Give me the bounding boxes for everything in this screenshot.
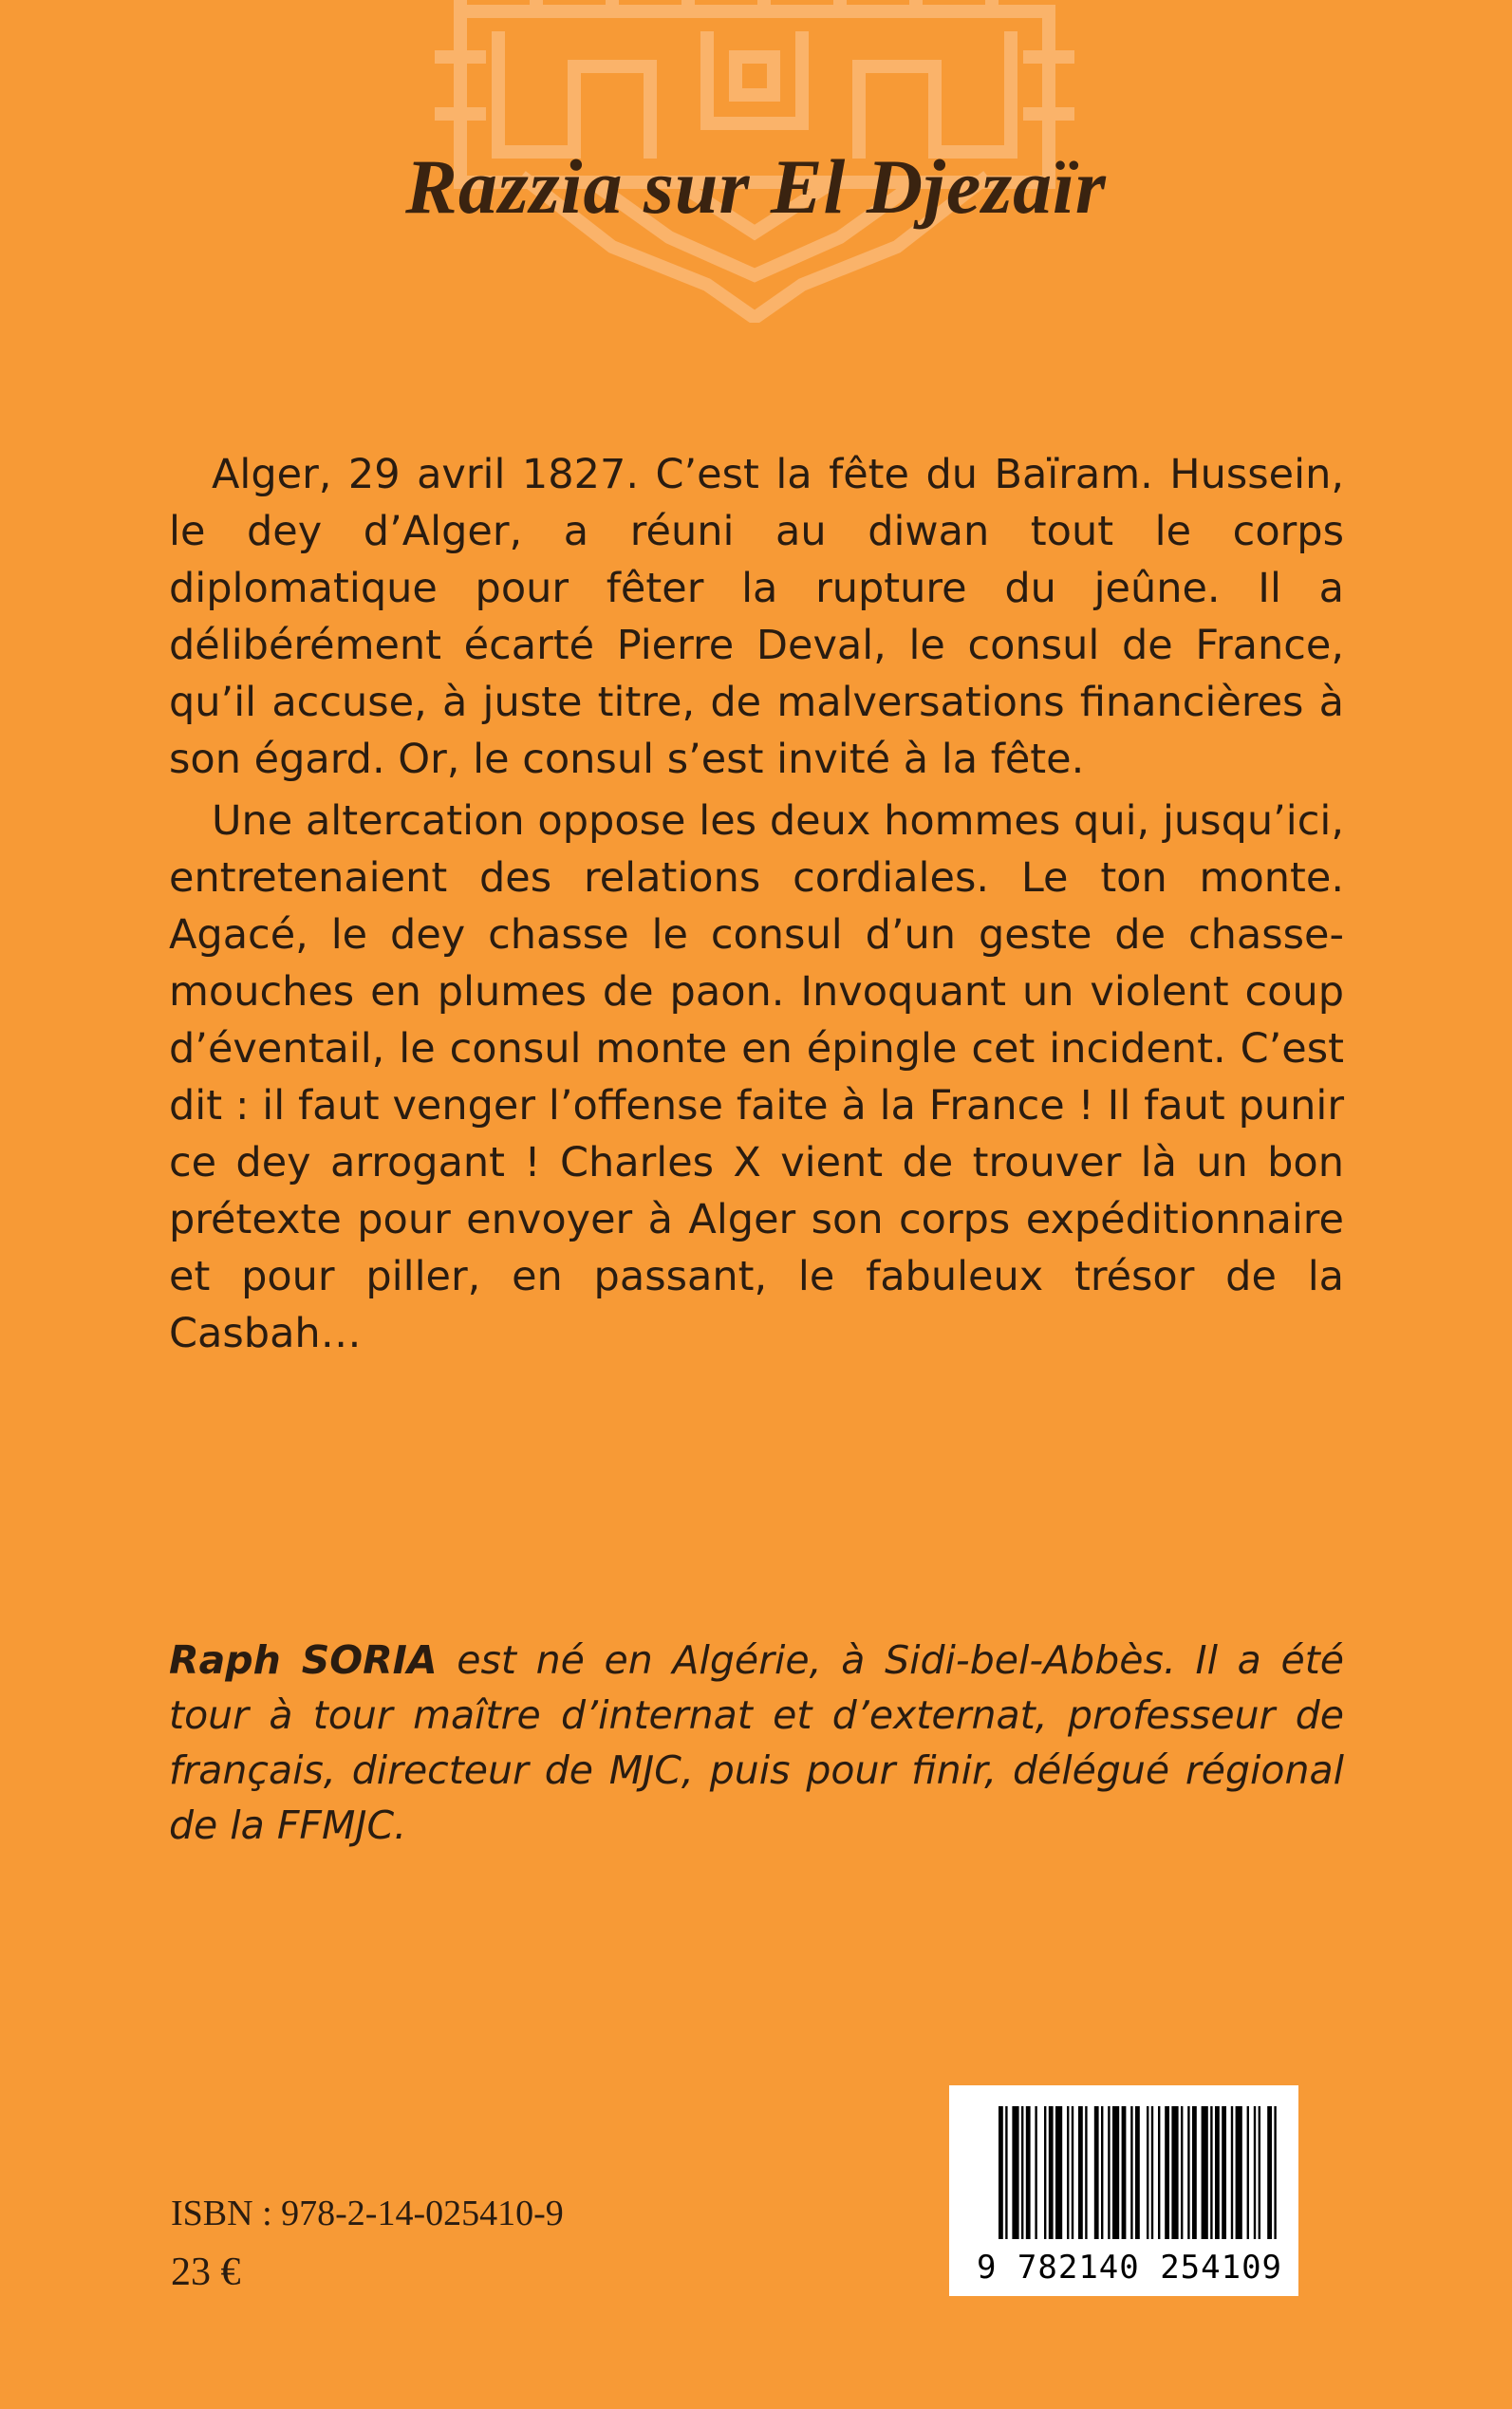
synopsis-paragraph-2: Une altercation oppose les deux hommes qui, jusqu’ici, entretenaient des relations cordiales. Le ton monte. Agacé, le dey chasse le consul d’un geste de chasse-mouches en plumes de paon. Invoquant un violent coup d’éventail, le consul monte en épingle cet incident. C’est dit : il faut venger l’offense faite à la France ! Il faut punir ce dey arrogant ! Charles X vient de trouver là un bon prétexte pour envoyer à Alger son corps expéditionnaire et pour piller, en passant, le fabuleux trésor de la Casbah… (169, 797, 1344, 1357)
barcode-bar (1135, 2106, 1140, 2239)
barcode-bar (1171, 2106, 1178, 2239)
barcode-bar (1181, 2106, 1183, 2239)
barcode-bar (1165, 2106, 1169, 2239)
barcode-bar (1049, 2106, 1054, 2239)
barcode-bar (1067, 2106, 1069, 2239)
barcode-bar (1267, 2106, 1272, 2239)
barcode-bar (1215, 2106, 1220, 2239)
author-bio-text: est né en Algérie, à Sidi-bel-Abbès. Il a été tour à tour maître d’internat et d’externat, professeur de français, directeur de MJC, puis pour finir, délégué régional de la FFMJC. (169, 1637, 1344, 1848)
book-title: Razzia sur El Djezaïr (405, 143, 1107, 230)
barcode-bar (1122, 2106, 1127, 2239)
barcode-bar (1012, 2106, 1018, 2239)
barcode-bar (1259, 2106, 1260, 2239)
barcode-bar (1202, 2106, 1208, 2239)
barcode-bar (1236, 2106, 1242, 2239)
barcode-bar (1187, 2106, 1189, 2239)
barcode (949, 2085, 1298, 2296)
barcode-bar (1247, 2106, 1249, 2239)
barcode-bar (1035, 2106, 1036, 2239)
barcode-bar (1044, 2106, 1046, 2239)
barcode-bar (1254, 2106, 1256, 2239)
barcode-bar (1085, 2106, 1087, 2239)
synopsis-paragraph-1: Alger, 29 avril 1827. C’est la fête du Baïram. Hussein, le dey d’Alger, a réuni au diwan tout le corps diplomatique pour fêter la rupture du jeûne. Il a délibérément écarté Pierre Deval, le consul de France, qu’il accuse, à juste titre, de malversations financières à son égard. Or, le consul s’est invité à la fête. (169, 451, 1344, 783)
barcode-bar (1026, 2106, 1031, 2239)
barcode-bar (1274, 2106, 1276, 2239)
barcode-bar (1130, 2106, 1132, 2239)
barcode-bar (1005, 2106, 1007, 2239)
author-bio (169, 1633, 1344, 1853)
price-label: 23 € (171, 2250, 241, 2294)
barcode-bar (1151, 2106, 1153, 2239)
book-synopsis (169, 446, 1344, 1362)
barcode-bar (1101, 2106, 1103, 2239)
barcode-bar (1021, 2106, 1023, 2239)
isbn-label: ISBN : 978-2-14-025410-9 (171, 2194, 564, 2233)
barcode-bar (1078, 2106, 1083, 2239)
barcode-digits: 9 782140 254109 (976, 2249, 1283, 2287)
author-name: Raph SORIA (169, 1637, 438, 1683)
barcode-bar (1192, 2106, 1197, 2239)
barcode-bar (999, 2106, 1003, 2239)
barcode-bar (1222, 2106, 1226, 2239)
barcode-bar (1055, 2106, 1062, 2239)
barcode-bar (1072, 2106, 1073, 2239)
barcode-bar (1158, 2106, 1160, 2239)
barcode-bar (1210, 2106, 1212, 2239)
barcode-bars (999, 2106, 1283, 2239)
barcode-bar (1112, 2106, 1119, 2239)
barcode-bar (1147, 2106, 1148, 2239)
barcode-bar (1231, 2106, 1233, 2239)
barcode-bar (1094, 2106, 1099, 2239)
barcode-bar (1108, 2106, 1110, 2239)
